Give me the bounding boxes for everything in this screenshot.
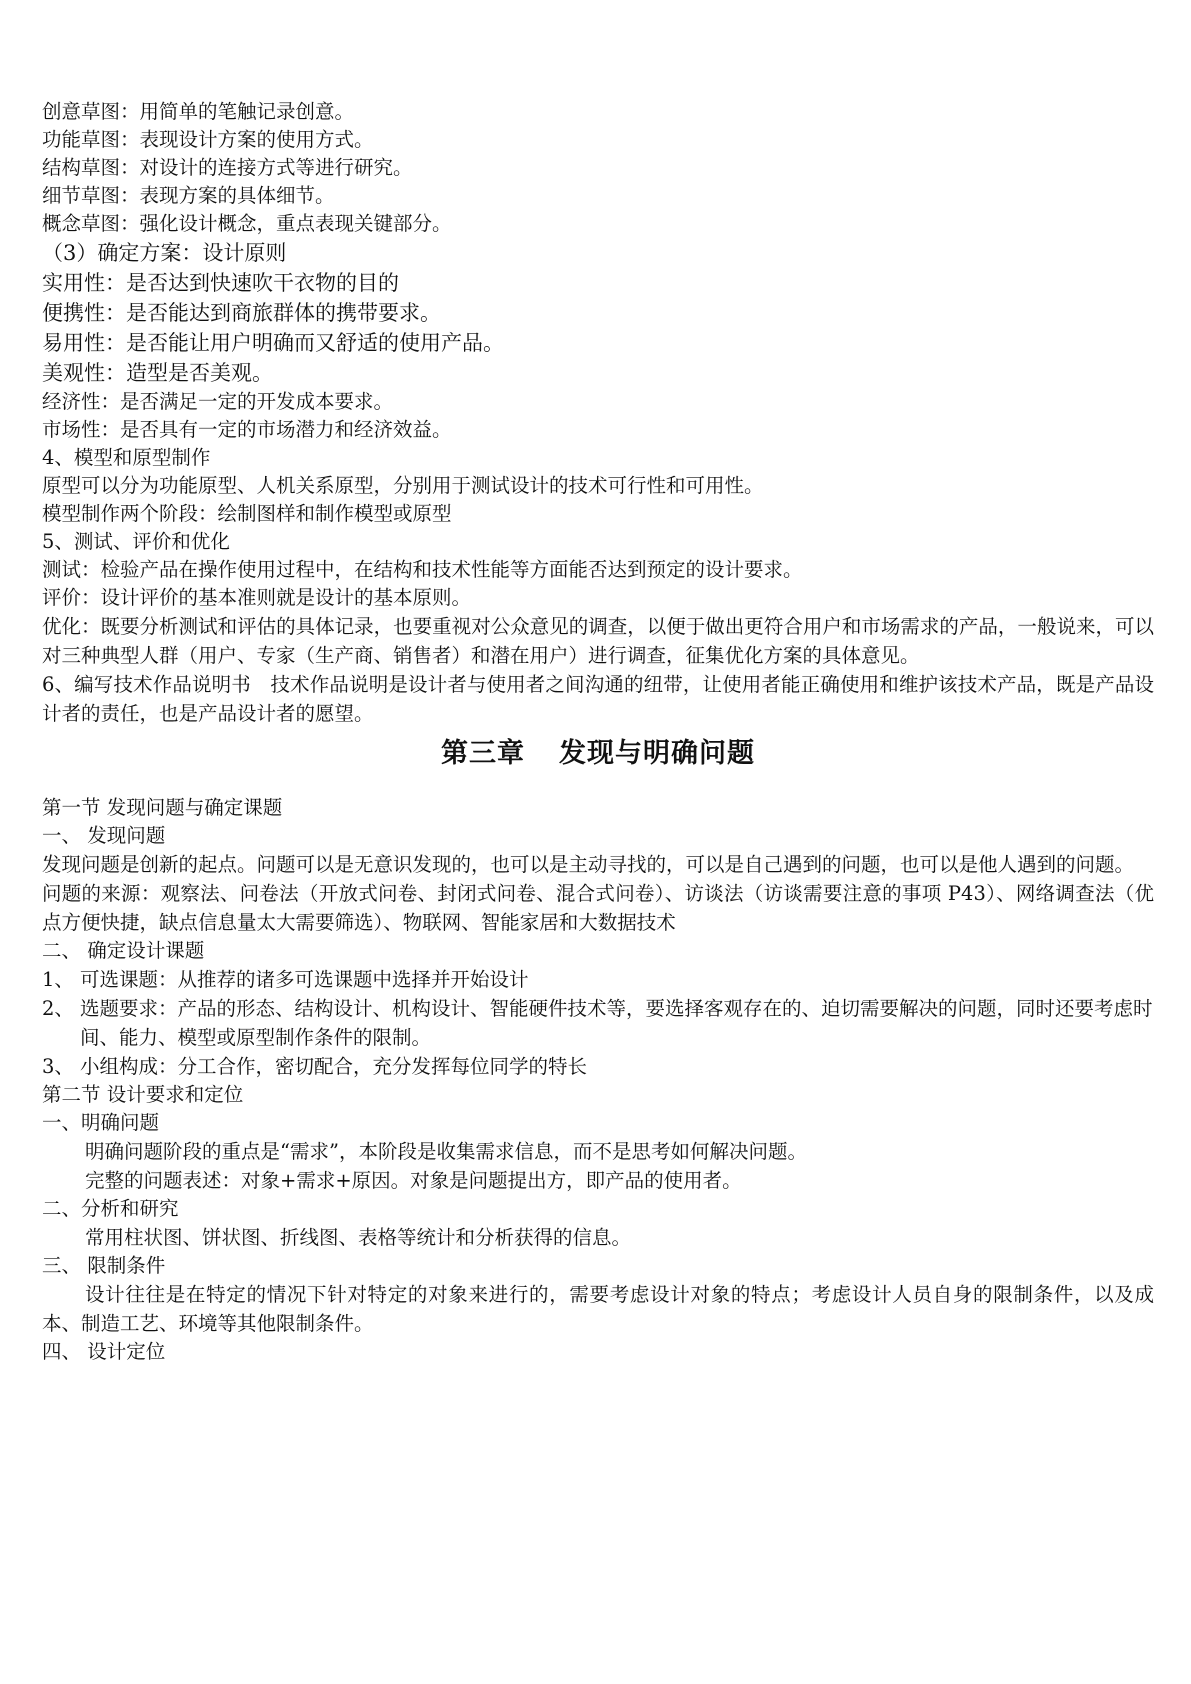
sketch-function: 功能草图：表现设计方案的使用方式。 (42, 128, 374, 151)
section1-heading-discover: 一、 发现问题 (42, 824, 166, 847)
principle-market: 市场性：是否具有一定的市场潜力和经济效益。 (42, 418, 452, 441)
topic-item-2 (42, 994, 1154, 1052)
section1-paragraph-sources: 问题的来源：观察法、问卷法（开放式问卷、封闭式问卷、混合式问卷）、访谈法（访谈需要注意的事项 P43）、网络调查法（优点方便快捷，缺点信息量太大需要筛选）、物联网、智能家居和大数据技术 (42, 882, 1154, 934)
chapter-number: 第三章 (441, 738, 525, 769)
section2-heading-constraints: 三、 限制条件 (42, 1254, 166, 1277)
principle-aesthetic: 美观性：造型是否美观。 (42, 361, 273, 385)
topic-item-text: 可选课题：从推荐的诸多可选课题中选择并开始设计 (80, 968, 529, 991)
topic-item-number: 2、 (42, 997, 74, 1020)
section2-title: 第二节 设计要求和定位 (42, 1083, 244, 1106)
principle-portable: 便携性：是否能达到商旅群体的携带要求。 (42, 301, 441, 325)
section4-line-prototype: 原型可以分为功能原型、人机关系原型，分别用于测试设计的技术可行性和可用性。 (42, 474, 764, 497)
section2-heading-analysis: 二、分析和研究 (42, 1197, 179, 1220)
section2-clarify-line-1: 明确问题阶段的重点是“需求”，本阶段是收集需求信息，而不是思考如何解决问题。 (85, 1140, 807, 1163)
section5-optimize: 优化：既要分析测试和评估的具体记录，也要重视对公众意见的调查，以便于做出更符合用户和市场需求的产品，一般说来，可以对三种典型人群（用户、专家（生产商、销售者）和潜在用户）进行调查，征集优化方案的具体意见。 (42, 615, 1154, 667)
principle-practical: 实用性：是否达到快速吹干衣物的目的 (42, 271, 399, 295)
section1-title: 第一节 发现问题与确定课题 (42, 796, 283, 819)
section2-heading-clarify: 一、明确问题 (42, 1111, 160, 1134)
topic-item-text: 选题要求：产品的形态、结构设计、机构设计、智能硬件技术等，要选择客观存在的、迫切需要解决的问题，同时还要考虑时间、能力、模型或原型制作条件的限制。 (80, 997, 1153, 1049)
sketch-detail: 细节草图：表现方案的具体细节。 (42, 184, 335, 207)
section6-paragraph: 6、编写技术作品说明书 技术作品说明是设计者与使用者之间沟通的纽带，让使用者能正确使用和维护该技术产品，既是产品设计者的责任，也是产品设计者的愿望。 (42, 673, 1154, 725)
section4-heading: 4、模型和原型制作 (42, 446, 211, 469)
section5-line-evaluate: 评价：设计评价的基本准则就是设计的基本原则。 (42, 586, 472, 609)
document-content (42, 98, 1154, 1366)
section2-clarify-line-2: 完整的问题表述：对象+需求+原因。对象是问题提出方，即产品的使用者。 (85, 1169, 742, 1192)
topic-item-number: 1、 (42, 968, 74, 991)
topic-item-1 (42, 965, 1154, 994)
topic-item-number: 3、 (42, 1055, 74, 1078)
section5-heading: 5、测试、评价和优化 (42, 530, 230, 553)
section5-line-test: 测试：检验产品在操作使用过程中，在结构和技术性能等方面能否达到预定的设计要求。 (42, 558, 803, 581)
sketch-structure: 结构草图：对设计的连接方式等进行研究。 (42, 156, 413, 179)
section4-line-model: 模型制作两个阶段：绘制图样和制作模型或原型 (42, 502, 452, 525)
section2-heading-positioning: 四、 设计定位 (42, 1340, 166, 1363)
chapter-title (42, 736, 1154, 772)
principles-heading: （3）确定方案：设计原则 (42, 241, 287, 265)
chapter-name: 发现与明确问题 (559, 738, 755, 769)
section1-paragraph-discover: 发现问题是创新的起点。问题可以是无意识发现的，也可以是主动寻找的，可以是自己遇到的问题，也可以是他人遇到的问题。 (42, 853, 1135, 876)
section2-analysis-line: 常用柱状图、饼状图、折线图、表格等统计和分析获得的信息。 (85, 1226, 632, 1249)
section1-heading-topic: 二、 确定设计课题 (42, 939, 205, 962)
sketch-concept: 概念草图：强化设计概念，重点表现关键部分。 (42, 212, 452, 235)
topic-item-3 (42, 1052, 1154, 1081)
sketch-creative: 创意草图：用简单的笔触记录创意。 (42, 100, 355, 123)
principle-usable: 易用性：是否能让用户明确而又舒适的使用产品。 (42, 331, 504, 355)
topic-item-text: 小组构成：分工合作，密切配合，充分发挥每位同学的特长 (80, 1055, 588, 1078)
principle-economic: 经济性：是否满足一定的开发成本要求。 (42, 390, 394, 413)
section2-constraints-paragraph: 设计往往是在特定的情况下针对特定的对象来进行的，需要考虑设计对象的特点；考虑设计人员自身的限制条件，以及成本、制造工艺、环境等其他限制条件。 (42, 1283, 1154, 1335)
